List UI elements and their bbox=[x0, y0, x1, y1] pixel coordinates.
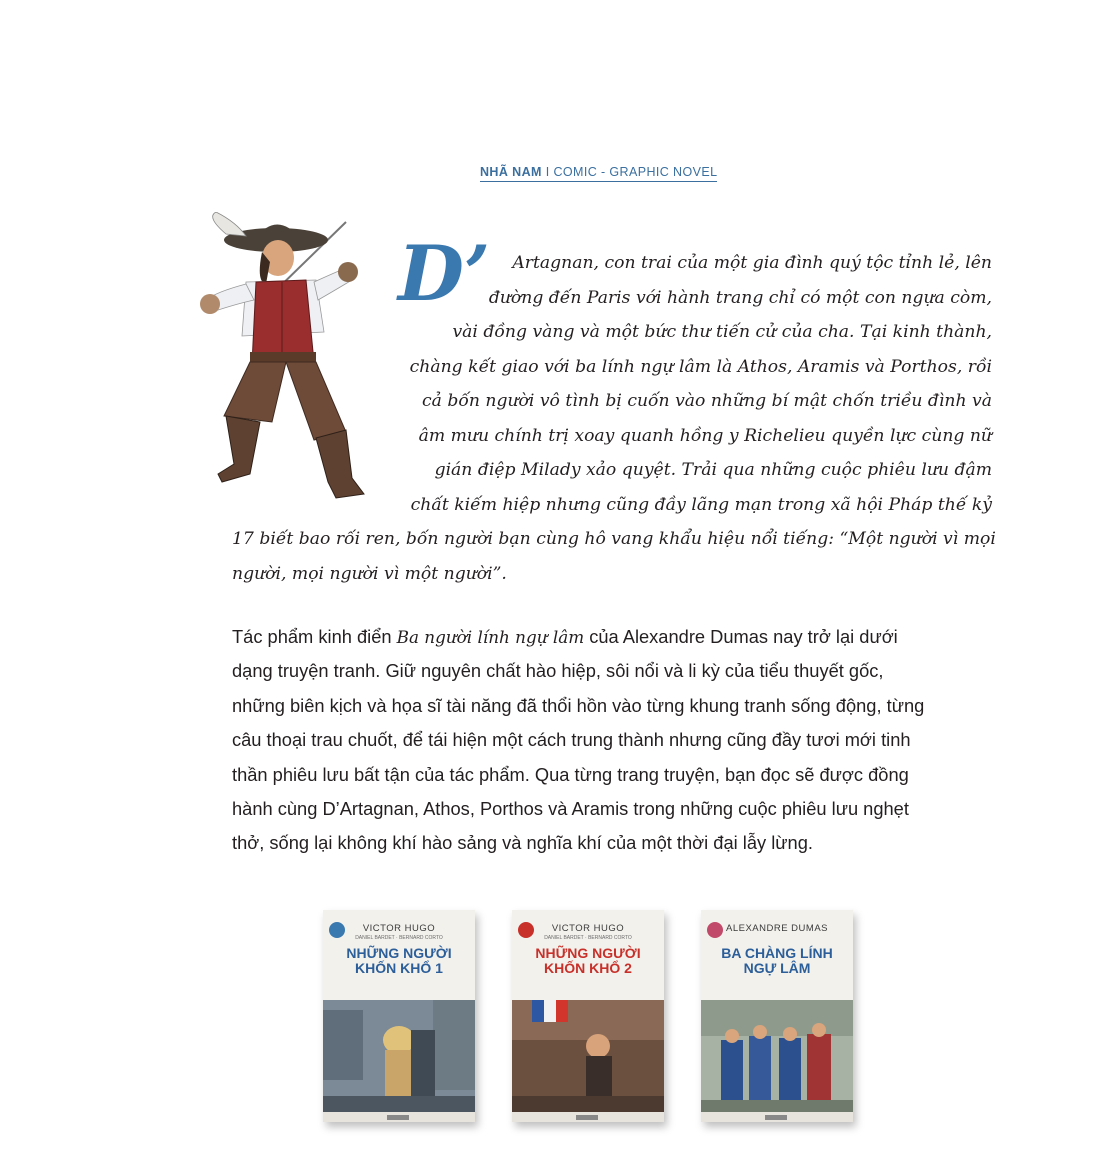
book-cover bbox=[512, 910, 664, 1122]
book-credits: DANIEL BARDET · BERNARD CORTO bbox=[355, 935, 443, 941]
header-separator: I bbox=[545, 165, 550, 179]
cover-art bbox=[512, 1000, 664, 1112]
intro-line: Artagnan, con trai của một gia đình quý tộc tỉnh lẻ, lên bbox=[512, 253, 992, 273]
cover-art bbox=[701, 1000, 853, 1112]
description-line: dạng truyện tranh. Giữ nguyên chất hào hiệp, sôi nổi và li kỳ của tiểu thuyết gốc, bbox=[232, 660, 884, 682]
intro-line: đường đến Paris với hành trang chỉ có một con ngựa còm, bbox=[488, 287, 992, 308]
book-cover bbox=[701, 910, 853, 1122]
publisher-logo-icon bbox=[765, 1115, 787, 1120]
description-line: những biên kịch và họa sĩ tài năng đã thổi hồn vào từng khung tranh sống động, từng bbox=[232, 694, 925, 716]
intro-line: chàng kết giao với ba lính ngự lâm là Athos, Aramis và Porthos, rồi bbox=[409, 356, 992, 377]
book-cover bbox=[323, 910, 475, 1122]
intro-line: gián điệp Milady xảo quyệt. Trải qua những cuộc phiêu lưu đậm bbox=[434, 460, 992, 480]
intro-line: cả bốn người vô tình bị cuốn vào những bí mật chốn triều đình và bbox=[422, 391, 992, 411]
cover-footer bbox=[323, 1112, 475, 1122]
book-title: NHỮNG NGƯỜI KHỐN KHỔ 2 bbox=[535, 945, 641, 976]
drop-cap: D’ bbox=[398, 229, 491, 318]
intro-line: vài đồng vàng và một bức thư tiến cử của cha. Tại kinh thành, bbox=[452, 322, 992, 342]
description-line: thần phiêu lưu bất tận của tác phẩm. Qua từng trang truyện, bạn đọc sẽ được đồng bbox=[232, 763, 909, 785]
series-header bbox=[480, 165, 717, 182]
intro-line: chất kiếm hiệp nhưng cũng đầy lãng mạn trong xã hội Pháp thế kỷ bbox=[410, 494, 992, 515]
cover-footer bbox=[512, 1112, 664, 1122]
intro-line: người, mọi người vì một người”. bbox=[232, 563, 507, 584]
description-line: câu thoại trau chuốt, để tái hiện một cách trung thành nhưng cũng đầy tươi mới tinh bbox=[232, 729, 911, 751]
series-category: COMIC - GRAPHIC NOVEL bbox=[553, 165, 718, 179]
book-author: VICTOR HUGO bbox=[362, 923, 436, 934]
book-covers-row bbox=[320, 910, 880, 1140]
intro-line: 17 biết bao rối ren, bốn người bạn cùng hô vang khẩu hiệu nổi tiếng: “Một người vì mọi bbox=[232, 529, 996, 549]
description-paragraph bbox=[232, 620, 992, 861]
cover-art bbox=[323, 1000, 475, 1112]
description-line: hành cùng D’Artagnan, Athos, Porthos và Aramis trong những cuộc phiêu lưu nghẹt bbox=[232, 798, 909, 820]
publisher-logo-icon bbox=[576, 1115, 598, 1120]
description-text: Tác phẩm kinh điển bbox=[232, 626, 397, 647]
book-title: BA CHÀNG LÍNH NGỰ LÂM bbox=[721, 945, 833, 976]
book-author: ALEXANDRE DUMAS bbox=[726, 923, 828, 934]
description-line bbox=[232, 620, 992, 654]
book-credits: DANIEL BARDET · BERNARD CORTO bbox=[544, 935, 632, 941]
publisher-logo-icon bbox=[387, 1115, 409, 1120]
description-line: thở, sống lại không khí hào sảng và nghĩa khí của một thời đại lẫy lừng. bbox=[232, 832, 813, 854]
book-author: VICTOR HUGO bbox=[551, 923, 625, 934]
cover-footer bbox=[701, 1112, 853, 1122]
description-text: của Alexandre Dumas nay trở lại dưới bbox=[584, 626, 898, 647]
intro-paragraph bbox=[232, 246, 996, 591]
book-title: NHỮNG NGƯỜI KHỐN KHỔ 1 bbox=[346, 945, 452, 976]
intro-line: âm mưu chính trị xoay quanh hồng y Richelieu quyền lực cùng nữ bbox=[418, 425, 992, 446]
book-title-italic: Ba người lính ngự lâm bbox=[396, 627, 585, 647]
publisher-name: NHÃ NAM bbox=[480, 165, 542, 179]
